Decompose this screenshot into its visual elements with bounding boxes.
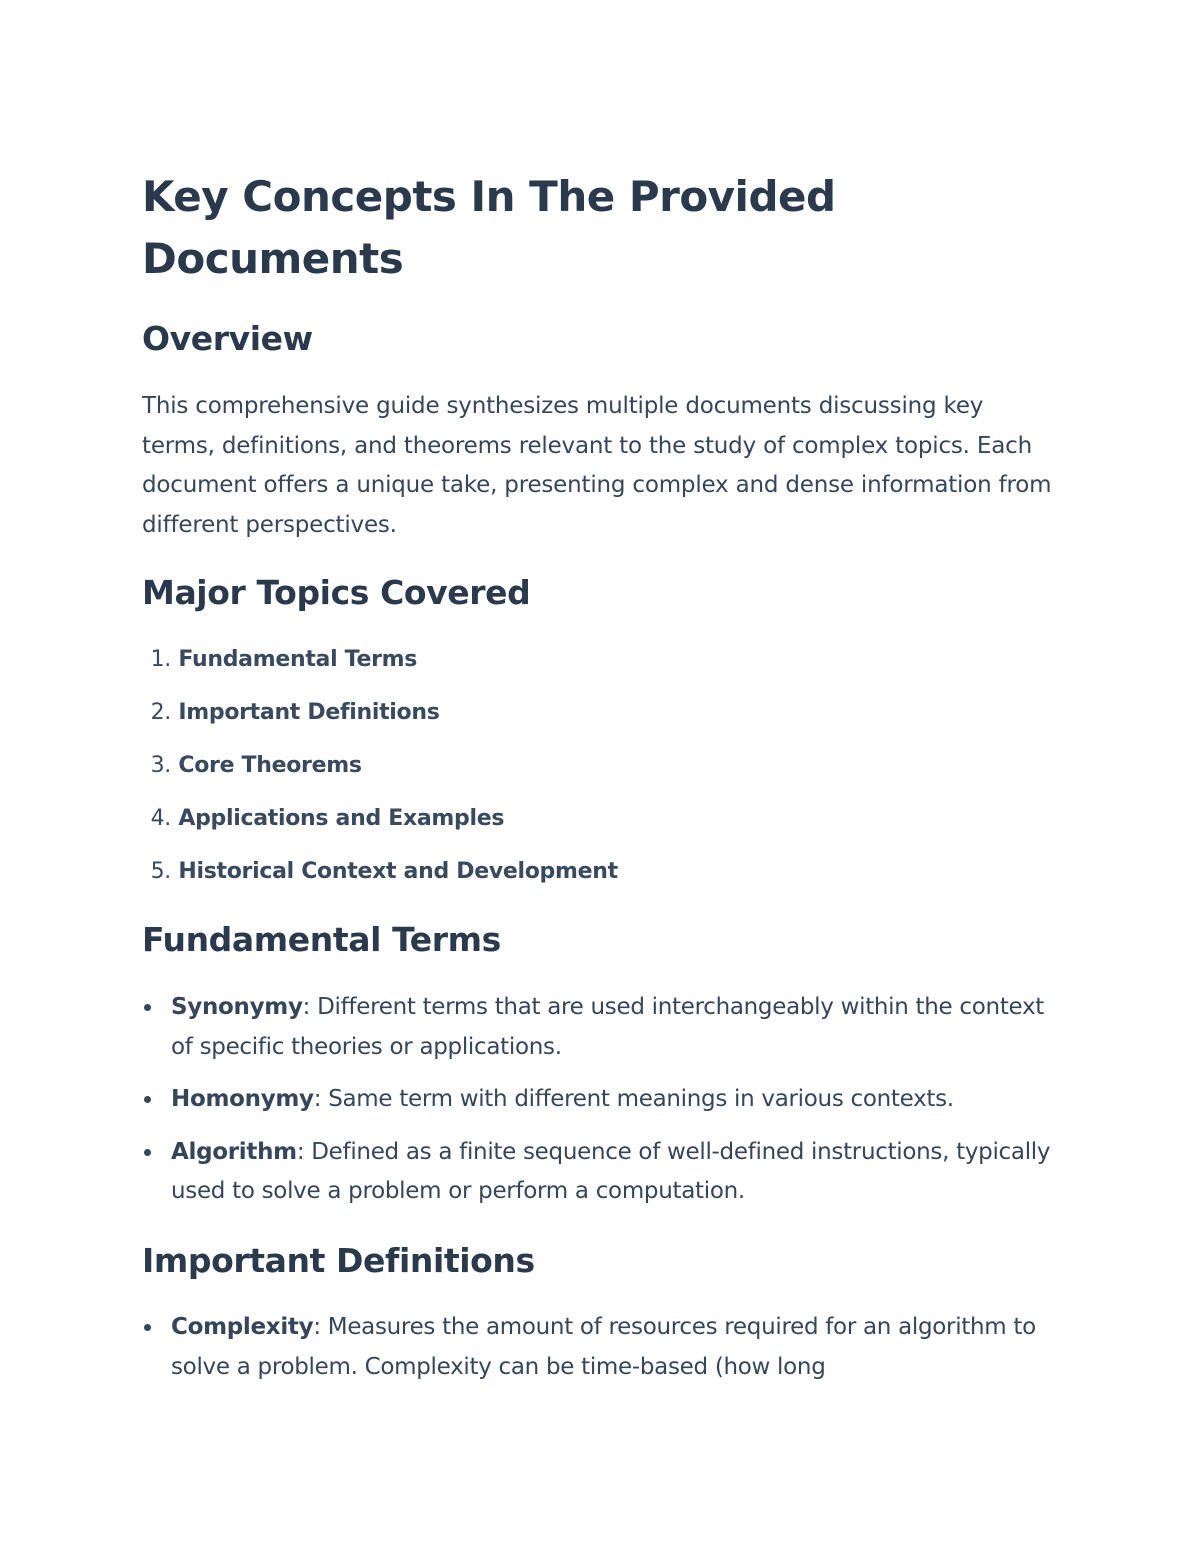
bullet-icon <box>144 1324 151 1331</box>
list-item <box>142 750 618 803</box>
term-definition: : Same term with different meanings in various contexts. <box>313 1086 954 1112</box>
term-label: Algorithm <box>171 1138 297 1165</box>
term-label: Complexity <box>171 1314 314 1340</box>
list-number: 2. <box>150 700 171 725</box>
list-number: 4. <box>150 806 171 831</box>
list-item-label: Applications and Examples <box>178 806 505 831</box>
major-topics-heading: Major Topics Covered <box>142 573 531 612</box>
list-item <box>142 644 618 697</box>
term-definition: : Defined as a finite sequence of well-defined instructions, typically used to solve a problem or perform a computation. <box>171 1138 1051 1204</box>
term-label: Synonymy <box>171 994 303 1020</box>
list-item <box>142 856 618 909</box>
bullet-icon <box>144 1096 151 1103</box>
term-label: Homonymy <box>171 1086 314 1112</box>
list-number: 3. <box>150 753 171 778</box>
major-topics-list <box>142 644 618 909</box>
list-item <box>142 1080 1062 1120</box>
fundamental-terms-heading: Fundamental Terms <box>142 920 501 959</box>
important-definitions-list <box>142 1308 1062 1400</box>
important-definitions-heading: Important Definitions <box>142 1241 535 1280</box>
term-definition: : Measures the amount of resources required for an algorithm to solve a problem. Complexity can be time-based (how long <box>171 1314 1036 1380</box>
list-item <box>142 1133 1062 1212</box>
term-definition: : Different terms that are used interchangeably within the context of specific theories or applications. <box>171 994 1045 1060</box>
list-item <box>142 1308 1062 1387</box>
fundamental-terms-list <box>142 988 1062 1225</box>
list-item-label: Fundamental Terms <box>178 647 418 672</box>
list-number: 1. <box>150 647 171 672</box>
list-item <box>142 803 618 856</box>
list-item <box>142 988 1062 1067</box>
bullet-icon <box>144 1149 151 1156</box>
list-item <box>142 697 618 750</box>
overview-paragraph: This comprehensive guide synthesizes multiple documents discussing key terms, definitions, and theorems relevant to the study of complex topics. Each document offers a unique take, presenting complex and dense information from different perspectives. <box>142 393 1052 538</box>
overview-heading: Overview <box>142 319 313 358</box>
list-number: 5. <box>150 859 171 884</box>
list-item-label: Historical Context and Development <box>178 859 618 884</box>
list-item-label: Core Theorems <box>178 753 362 778</box>
bullet-icon <box>144 1004 151 1011</box>
document-title: Key Concepts In The Provided Documents <box>142 172 836 283</box>
list-item-label: Important Definitions <box>178 700 440 725</box>
